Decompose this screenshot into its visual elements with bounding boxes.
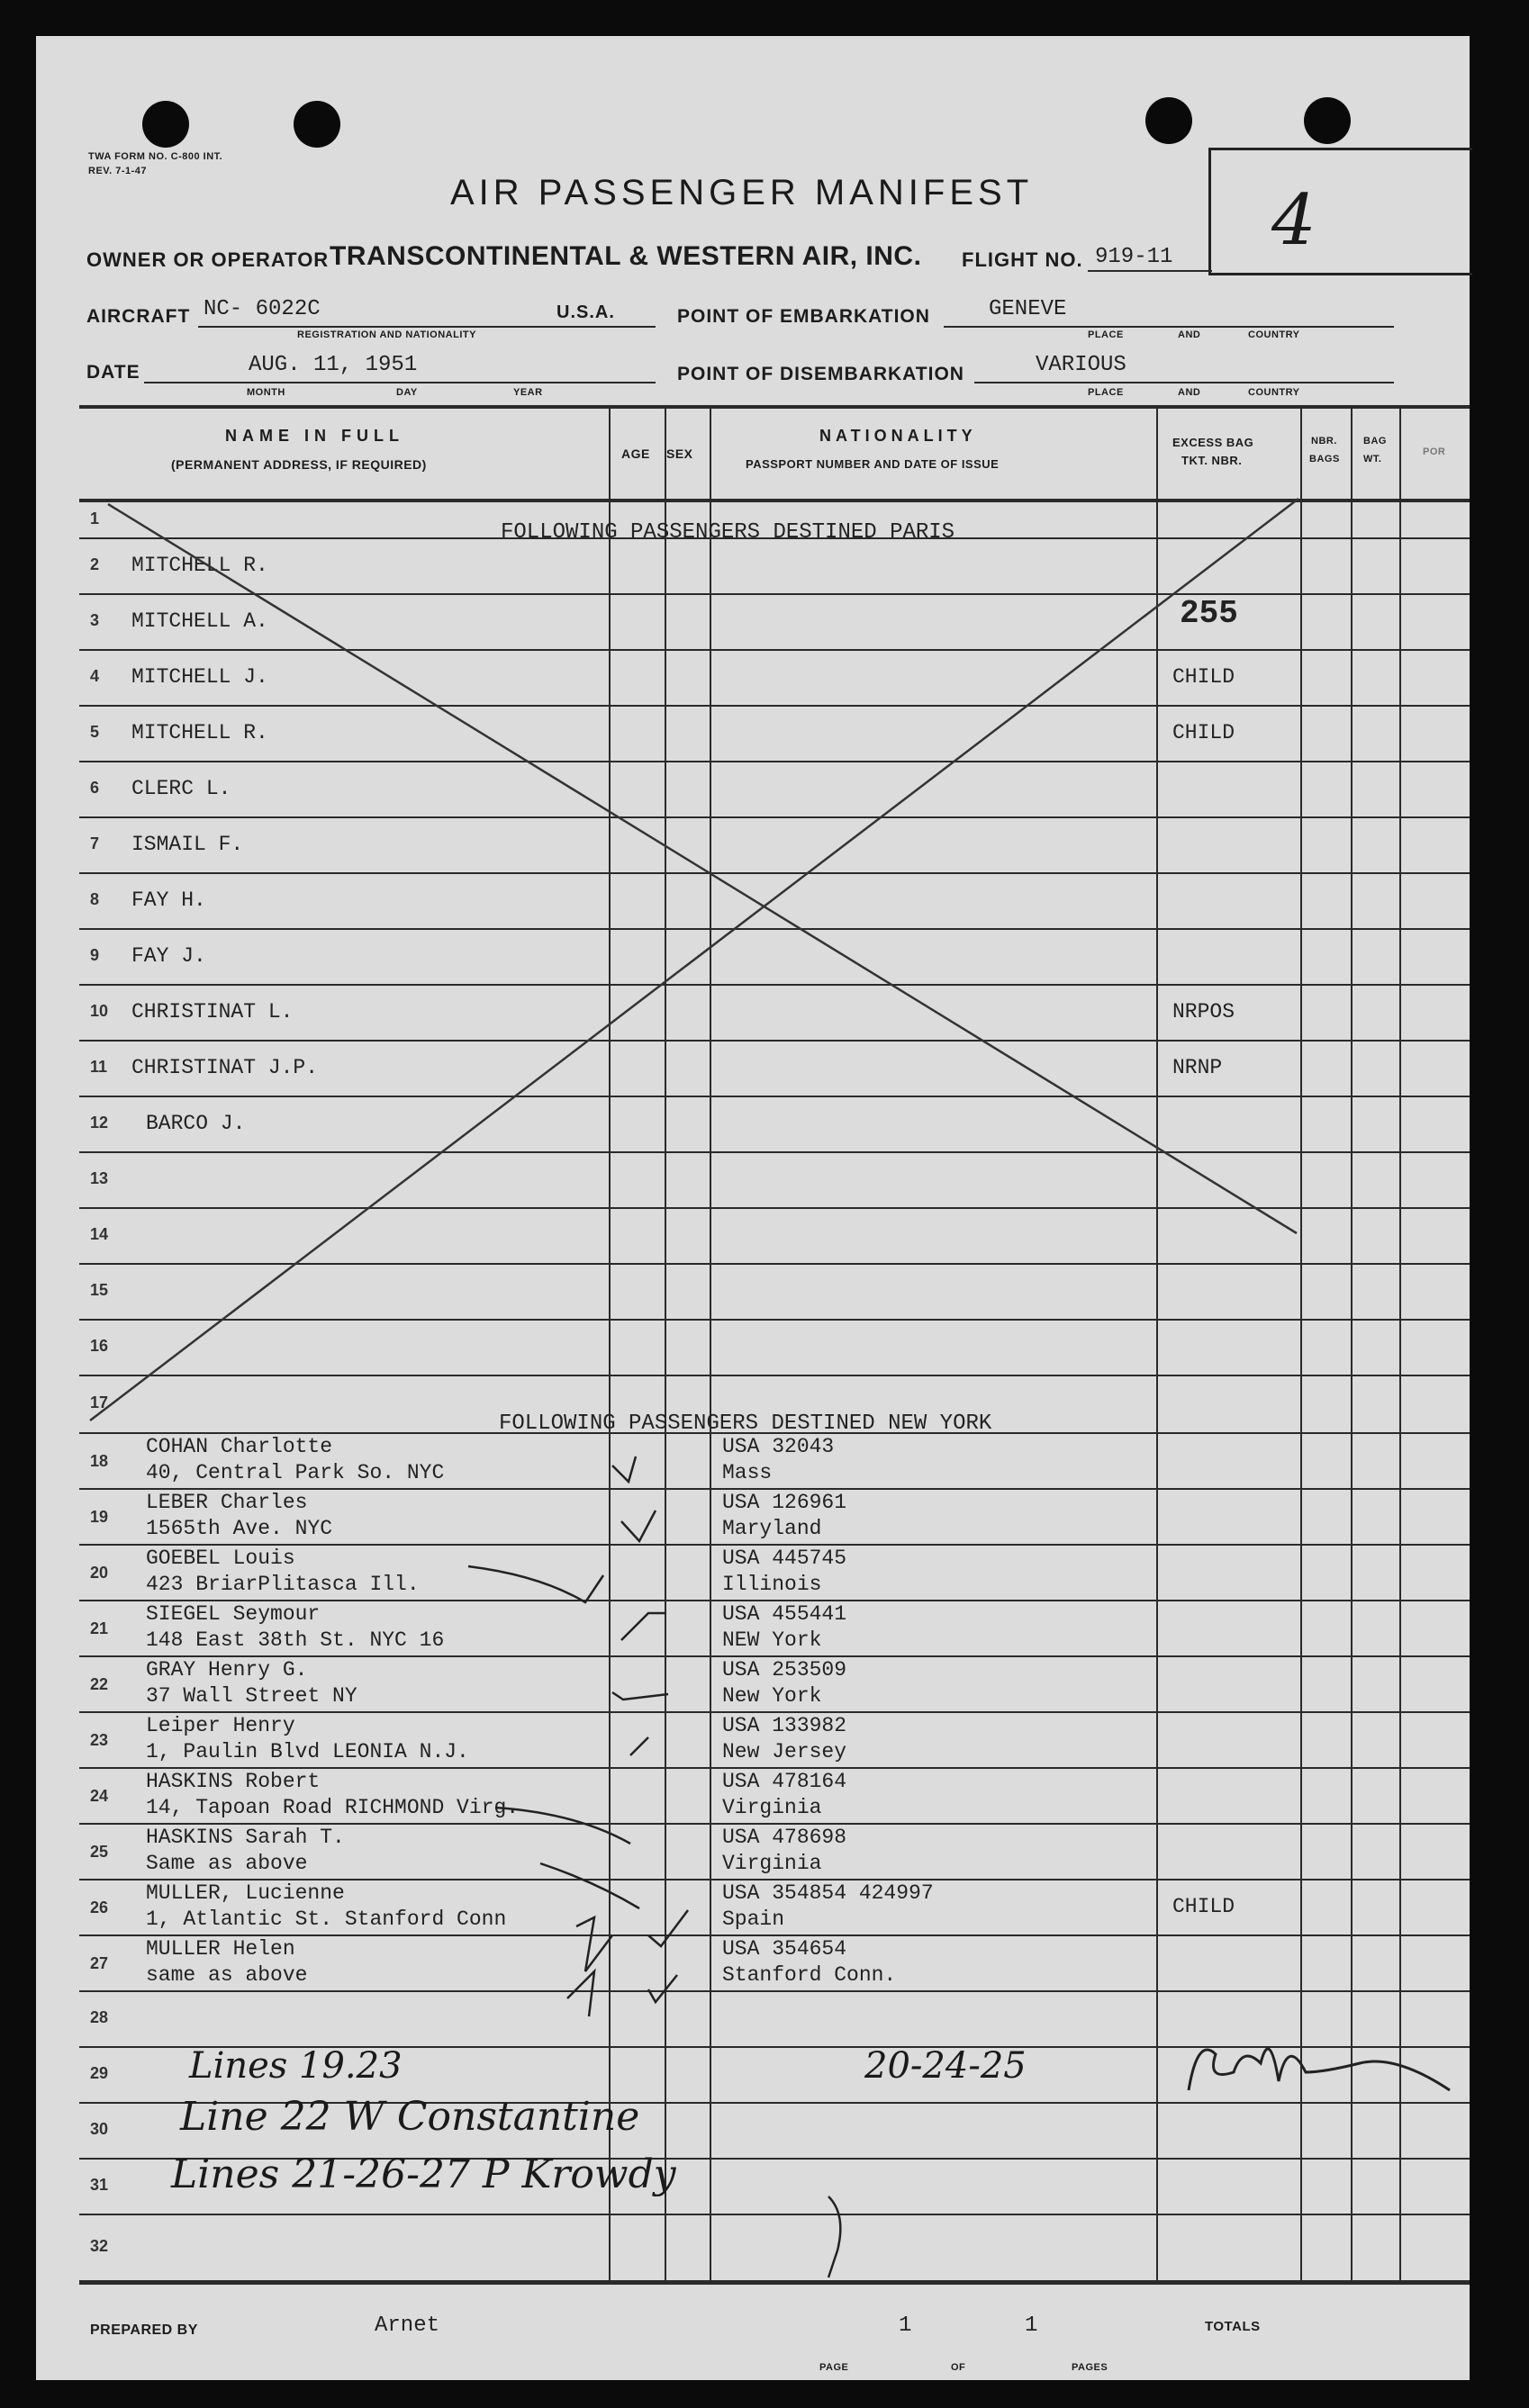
owner-label: OWNER OR OPERATOR bbox=[86, 248, 330, 271]
passport-number: USA 32043 bbox=[722, 1435, 835, 1458]
passport-number: USA 253509 bbox=[722, 1658, 847, 1682]
passenger-address: Same as above bbox=[146, 1852, 308, 1875]
country-caption: COUNTRY bbox=[1248, 387, 1300, 398]
year-caption: YEAR bbox=[513, 387, 543, 398]
passenger-address: 1, Paulin Blvd LEONIA N.J. bbox=[146, 1740, 469, 1763]
excess-bag-heading: EXCESS BAG bbox=[1172, 436, 1254, 449]
manifest-sheet bbox=[36, 36, 1470, 2380]
row-number: 22 bbox=[90, 1675, 109, 1693]
passenger-address: 40, Central Park So. NYC bbox=[146, 1461, 445, 1484]
row-number: 1 bbox=[90, 510, 100, 528]
passenger-address: 1, Atlantic St. Stanford Conn bbox=[146, 1907, 507, 1931]
passenger-name: MITCHELL R. bbox=[131, 721, 268, 744]
excess-bag-ticket: CHILD bbox=[1172, 721, 1235, 744]
passport-number: USA 133982 bbox=[722, 1714, 847, 1737]
passenger-name: BARCO J. bbox=[146, 1112, 246, 1135]
passport-issue-place: Stanford Conn. bbox=[722, 1963, 897, 1987]
row-number: 14 bbox=[90, 1225, 109, 1243]
aircraft-caption: REGISTRATION AND NATIONALITY bbox=[297, 329, 476, 340]
date-label: DATE bbox=[86, 362, 140, 383]
passenger-name: HASKINS Robert bbox=[146, 1770, 321, 1793]
embark-label: POINT OF EMBARKATION bbox=[677, 306, 930, 327]
passenger-name: CLERC L. bbox=[131, 777, 231, 800]
form-revision: REV. 7-1-47 bbox=[88, 166, 148, 176]
and-caption: AND bbox=[1178, 387, 1201, 398]
excess-bag-ticket: 255 bbox=[1180, 595, 1238, 632]
pages-caption: PAGES bbox=[1072, 2362, 1108, 2373]
bags-heading: BAGS bbox=[1309, 454, 1340, 464]
row-number: 10 bbox=[90, 1002, 109, 1020]
passenger-name: COHAN Charlotte bbox=[146, 1435, 333, 1458]
country-caption: COUNTRY bbox=[1248, 329, 1300, 340]
passenger-name: MITCHELL J. bbox=[131, 665, 268, 689]
aircraft-label: AIRCRAFT bbox=[86, 306, 191, 327]
day-caption: DAY bbox=[396, 387, 418, 398]
passport-number: USA 445745 bbox=[722, 1547, 847, 1570]
nationality-column-subheading: PASSPORT NUMBER AND DATE OF ISSUE bbox=[746, 457, 1000, 471]
row-number: 6 bbox=[90, 779, 100, 797]
handwritten-note-line28b: 20-24-25 bbox=[864, 2045, 1027, 2087]
row-number: 18 bbox=[90, 1452, 109, 1470]
prepared-by-label: PREPARED BY bbox=[90, 2322, 198, 2338]
row-number: 5 bbox=[90, 723, 100, 741]
passport-issue-place: Spain bbox=[722, 1907, 785, 1931]
row-number: 23 bbox=[90, 1731, 109, 1749]
row-number: 12 bbox=[90, 1114, 109, 1132]
passenger-name: MULLER, Lucienne bbox=[146, 1881, 345, 1905]
passport-number: USA 478164 bbox=[722, 1770, 847, 1793]
row-number: 29 bbox=[90, 2064, 109, 2082]
last-column-heading: POR bbox=[1423, 446, 1446, 457]
passenger-name: GOEBEL Louis bbox=[146, 1547, 295, 1570]
row-number: 25 bbox=[90, 1843, 109, 1861]
tkt-nbr-heading: TKT. NBR. bbox=[1181, 454, 1243, 467]
page-caption: PAGE bbox=[819, 2362, 849, 2373]
passenger-name: FAY H. bbox=[131, 888, 206, 912]
passenger-name: MITCHELL A. bbox=[131, 609, 268, 633]
page-box-number: 4 bbox=[1271, 180, 1316, 261]
passenger-name: LEBER Charles bbox=[146, 1491, 308, 1514]
row-number: 2 bbox=[90, 555, 100, 573]
page-number: 1 bbox=[899, 2313, 912, 2338]
handwritten-note-line29: Line 22 W Constantine bbox=[180, 2094, 640, 2140]
owner-value: TRANSCONTINENTAL & WESTERN AIR, INC. bbox=[330, 241, 922, 271]
place-caption: PLACE bbox=[1088, 329, 1124, 340]
passenger-name: HASKINS Sarah T. bbox=[146, 1826, 345, 1849]
passenger-name: ISMAIL F. bbox=[131, 833, 244, 856]
passport-issue-place: Maryland bbox=[722, 1517, 822, 1540]
section-header-new-york: FOLLOWING PASSENGERS DESTINED NEW YORK bbox=[499, 1411, 992, 1436]
passenger-name: SIEGEL Seymour bbox=[146, 1602, 321, 1626]
passport-issue-place: Virginia bbox=[722, 1852, 822, 1875]
page-title: AIR PASSENGER MANIFEST bbox=[450, 173, 1034, 212]
embark-value: GENEVE bbox=[989, 297, 1067, 321]
excess-bag-ticket: CHILD bbox=[1172, 665, 1235, 689]
passport-number: USA 354854 424997 bbox=[722, 1881, 934, 1905]
of-caption: OF bbox=[951, 2362, 966, 2373]
section-header-paris: FOLLOWING PASSENGERS DESTINED PARIS bbox=[501, 520, 955, 545]
flight-label: FLIGHT NO. bbox=[962, 248, 1083, 271]
flight-value: 919-11 bbox=[1095, 245, 1173, 269]
month-caption: MONTH bbox=[247, 387, 285, 398]
passport-issue-place: Mass bbox=[722, 1461, 773, 1484]
totals-label: TOTALS bbox=[1205, 2319, 1261, 2334]
passport-issue-place: Virginia bbox=[722, 1796, 822, 1819]
passport-issue-place: New Jersey bbox=[722, 1740, 847, 1763]
passenger-name: FAY J. bbox=[131, 944, 206, 968]
excess-bag-ticket: NRPOS bbox=[1172, 1000, 1235, 1024]
passenger-name: GRAY Henry G. bbox=[146, 1658, 308, 1682]
passport-issue-place: NEW York bbox=[722, 1628, 822, 1652]
row-number: 4 bbox=[90, 667, 100, 685]
row-number: 11 bbox=[90, 1058, 108, 1076]
passport-number: USA 455441 bbox=[722, 1602, 847, 1626]
handwritten-signature bbox=[1180, 2027, 1468, 2108]
passenger-name: CHRISTINAT L. bbox=[131, 1000, 294, 1024]
page-total: 1 bbox=[1025, 2313, 1038, 2338]
name-column-heading: NAME IN FULL bbox=[225, 427, 404, 445]
passenger-name: Leiper Henry bbox=[146, 1714, 295, 1737]
row-number: 20 bbox=[90, 1564, 109, 1582]
prepared-by-value: Arnet bbox=[375, 2313, 440, 2338]
passport-issue-place: New York bbox=[722, 1684, 822, 1708]
row-number: 19 bbox=[90, 1508, 109, 1526]
aircraft-country: U.S.A. bbox=[556, 302, 615, 322]
row-number: 21 bbox=[90, 1619, 109, 1637]
row-number: 17 bbox=[90, 1393, 109, 1411]
excess-bag-ticket: CHILD bbox=[1172, 1895, 1235, 1918]
passenger-address: 148 East 38th St. NYC 16 bbox=[146, 1628, 445, 1652]
row-number: 24 bbox=[90, 1787, 109, 1805]
passport-number: USA 126961 bbox=[722, 1491, 847, 1514]
nbr-heading: NBR. bbox=[1311, 436, 1337, 446]
row-number: 30 bbox=[90, 2120, 109, 2138]
bag-heading: BAG bbox=[1363, 436, 1387, 446]
passenger-address: 37 Wall Street NY bbox=[146, 1684, 357, 1708]
passenger-name: CHRISTINAT J.P. bbox=[131, 1056, 319, 1079]
and-caption: AND bbox=[1178, 329, 1201, 340]
passport-issue-place: Illinois bbox=[722, 1573, 822, 1596]
place-caption: PLACE bbox=[1088, 387, 1124, 398]
disembark-value: VARIOUS bbox=[1036, 353, 1126, 377]
row-number: 9 bbox=[90, 946, 100, 964]
row-number: 28 bbox=[90, 2008, 109, 2026]
row-number: 15 bbox=[90, 1281, 109, 1299]
passenger-address: 14, Tapoan Road RICHMOND Virg. bbox=[146, 1796, 520, 1819]
age-column-heading: AGE bbox=[621, 446, 650, 461]
sex-column-heading: SEX bbox=[666, 446, 693, 461]
nationality-column-heading: NATIONALITY bbox=[819, 427, 977, 445]
passenger-name: MITCHELL R. bbox=[131, 554, 268, 577]
row-number: 32 bbox=[90, 2237, 109, 2255]
handwritten-note-line30: Lines 21-26-27 P Krowdy bbox=[171, 2151, 676, 2197]
date-value: AUG. 11, 1951 bbox=[249, 353, 418, 377]
row-number: 31 bbox=[90, 2176, 109, 2194]
passport-number: USA 354654 bbox=[722, 1937, 847, 1961]
row-number: 13 bbox=[90, 1169, 109, 1187]
excess-bag-ticket: NRNP bbox=[1172, 1056, 1223, 1079]
passport-number: USA 478698 bbox=[722, 1826, 847, 1849]
row-number: 3 bbox=[90, 611, 100, 629]
wt-heading: WT. bbox=[1363, 454, 1382, 464]
row-number: 27 bbox=[90, 1954, 109, 1972]
aircraft-value: NC- 6022C bbox=[204, 297, 321, 321]
row-number: 8 bbox=[90, 890, 100, 908]
row-number: 26 bbox=[90, 1898, 109, 1916]
passenger-address: 1565th Ave. NYC bbox=[146, 1517, 333, 1540]
passenger-name: MULLER Helen bbox=[146, 1937, 295, 1961]
row-number: 16 bbox=[90, 1337, 109, 1355]
passenger-address: same as above bbox=[146, 1963, 308, 1987]
form-number: TWA FORM NO. C-800 INT. bbox=[88, 151, 223, 162]
passenger-address: 423 BriarPlitasca Ill. bbox=[146, 1573, 420, 1596]
handwritten-note-line28: Lines 19.23 bbox=[189, 2045, 403, 2087]
name-column-subheading: (PERMANENT ADDRESS, IF REQUIRED) bbox=[171, 457, 427, 472]
row-number: 7 bbox=[90, 834, 100, 852]
disembark-label: POINT OF DISEMBARKATION bbox=[677, 364, 964, 384]
